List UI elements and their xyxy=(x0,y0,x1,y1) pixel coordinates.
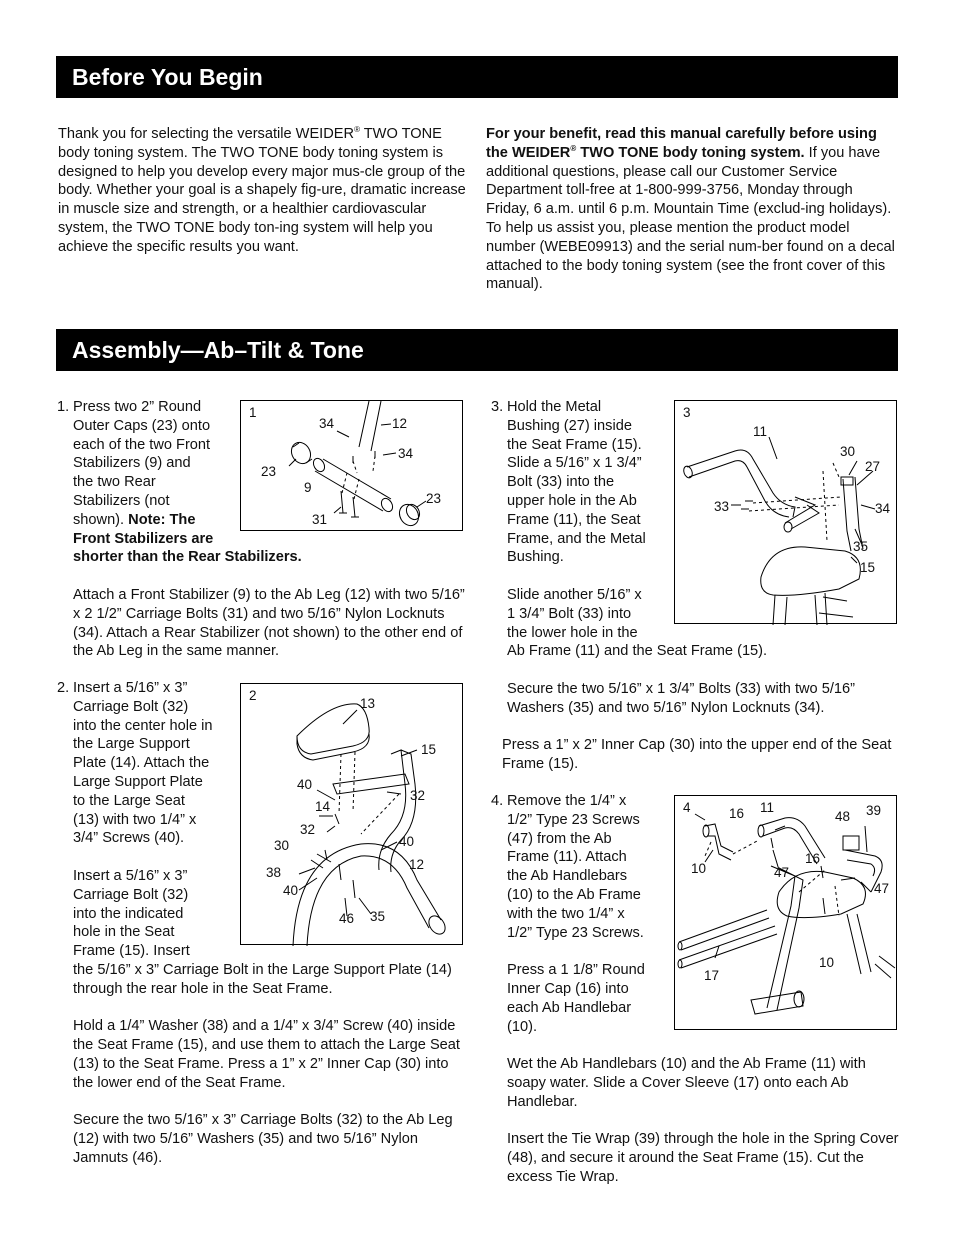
step-line: the lower hole in the xyxy=(507,624,638,641)
part-label: 23 xyxy=(426,491,442,506)
step-line: to the Large Seat xyxy=(73,792,185,809)
step-line: Carriage Bolt (32) xyxy=(73,886,189,903)
registered-mark: ® xyxy=(354,125,360,135)
step-line: the Seat Frame (15). xyxy=(507,436,642,453)
step-line: into the center hole in xyxy=(73,717,213,734)
step-line: Insert a 5/16” x 3” xyxy=(73,867,188,884)
step-line: Plate (14). Attach the xyxy=(73,755,210,772)
step-line: 1/2” Type 23 Screws xyxy=(507,811,640,828)
step-paragraph: Secure the two 5/16” x 1 3/4” Bolts (33) with two 5/16” Washers (35) and two 5/16” Nylon Locknuts (34). xyxy=(507,680,855,716)
step-line: Insert a 5/16” x 3” xyxy=(73,680,188,696)
step-number: 4. xyxy=(491,793,504,809)
intro-left-text-a: Thank you for selecting the versatile WEIDER xyxy=(58,126,355,142)
part-label: 34 xyxy=(875,501,891,516)
note-text: shorter than the Rear Stabilizers. xyxy=(73,549,302,566)
part-label: 16 xyxy=(729,806,745,821)
step-line: Frame (11), the Seat xyxy=(507,511,641,528)
step-line: 3/4” Screws (40). xyxy=(73,830,185,847)
step-line: Frame, and the Metal xyxy=(507,530,646,547)
part-label: 14 xyxy=(315,799,331,814)
figure-number: 4 xyxy=(683,800,691,815)
note-text: Note: The xyxy=(128,511,196,528)
step-paragraph: Insert the Tie Wrap (39) through the hole in the Spring Cover (48), and secure it around the Seat Frame (15). Cut the excess Tie Wrap. xyxy=(507,1131,899,1185)
step-number: 1. xyxy=(57,399,70,415)
part-label: 34 xyxy=(398,446,414,461)
part-label: 12 xyxy=(409,857,425,872)
step-line: Press two 2” Round xyxy=(73,399,202,415)
step-line: 1 3/4” Bolt (33) into xyxy=(507,605,632,622)
part-label: 40 xyxy=(297,777,313,792)
step-line: shown). xyxy=(73,511,129,528)
registered-mark: ® xyxy=(570,143,577,153)
step-paragraph: Wet the Ab Handlebars (10) and the Ab Frame (11) with soapy water. Slide a Cover Sleeve (17) onto each Ab Handlebar. xyxy=(507,1056,866,1110)
step-paragraph: the 5/16” x 3” Carriage Bolt in the Large Support Plate (14) through the rear hole in the Seat Frame. xyxy=(73,961,452,997)
section-header-before-you-begin: Before You Begin xyxy=(56,56,898,98)
part-label: 11 xyxy=(753,424,768,439)
part-label: 47 xyxy=(774,865,790,880)
part-label: 23 xyxy=(261,464,277,479)
step-line: Remove the 1/4” x xyxy=(507,793,627,809)
step-number: 2. xyxy=(57,680,70,696)
section-header-assembly: Assembly—Ab–Tilt & Tone xyxy=(56,329,898,371)
step-line: Bushing (27) inside xyxy=(507,417,632,434)
part-label: 16 xyxy=(805,851,821,866)
figure-1-stabilizer-diagram xyxy=(240,400,463,531)
step-line: each of the two Front xyxy=(73,436,211,453)
part-label: 17 xyxy=(704,968,720,983)
part-label: 39 xyxy=(866,803,882,818)
step-3-paragraph-inner-cap: Press a 1” x 2” Inner Cap (30) into the upper end of the Seat Frame (15). xyxy=(502,737,892,772)
part-label: 38 xyxy=(266,865,282,880)
step-line: with the two 1/4” x xyxy=(507,905,625,922)
step-paragraph: Hold a 1/4” Washer (38) and a 1/4” x 3/4” Screw (40) inside the Seat Frame (15), and use them to attach the Large Seat (13) to the Seat Frame. Press a 1” x 2” Inner Cap (30) into the lower end of the Seat Frame. xyxy=(73,1018,460,1091)
intro-right-paragraph xyxy=(486,125,896,294)
part-label: 35 xyxy=(853,539,869,554)
step-line: (10) to the Ab Frame xyxy=(507,886,641,903)
figure-number: 2 xyxy=(249,688,257,703)
step-line: Ab Frame (11) and the Seat Frame (15). xyxy=(507,643,768,660)
part-label: 40 xyxy=(399,834,415,849)
step-line: Frame (11). Attach xyxy=(507,849,627,866)
figure-3-ab-frame-diagram xyxy=(674,400,897,624)
step-line: Large Support Plate xyxy=(73,773,203,790)
step-line: Frame (15). Insert xyxy=(73,943,190,960)
part-label: 48 xyxy=(835,809,851,824)
part-label: 15 xyxy=(860,560,876,575)
step-paragraph: Secure the two 5/16” x 3” Carriage Bolts (32) to the Ab Leg (12) with two 5/16” Washers (35) and two 5/16” Nylon Jamnuts (46). xyxy=(73,1112,453,1166)
part-label: 10 xyxy=(819,955,835,970)
note-text: Front Stabilizers are xyxy=(73,530,214,547)
figure-4-drawing xyxy=(675,796,898,1031)
intro-right-bold-b: TWO TONE body toning system. xyxy=(576,144,805,161)
part-label: 32 xyxy=(300,822,316,837)
step-line: into the indicated xyxy=(73,905,184,922)
intro-left-paragraph xyxy=(58,125,468,257)
part-label: 12 xyxy=(392,416,408,431)
part-label: 33 xyxy=(714,499,730,514)
step-line: Slide another 5/16” x xyxy=(507,586,642,603)
figure-2-seat-diagram xyxy=(240,683,463,945)
part-label: 10 xyxy=(691,861,707,876)
intro-left-text-b: TWO TONE body toning system. The TWO TONE body toning system is designed to help you develop every major mus-cle group of the body. Whether your goal is a shapely fig-ure, dramatic increase in muscle size and strength, or a healthier cardiovascular system, the TWO TONE body ton-ing system will help you achieve the specific results you want. xyxy=(58,126,466,255)
part-label: 9 xyxy=(304,480,312,495)
step-line: Inner Cap (16) into xyxy=(507,980,629,997)
step-line: the two Rear xyxy=(73,474,156,491)
intro-right-text: If you have additional questions, please call our Customer Service Department toll-free at 1-800-999-3756, Monday through Friday, 6 a.m. until 6 p.m. Mountain Time (exclud-ing holidays). To help us assist you, please mention the product model number (WEBE09913) and the serial num-ber found on a decal attached to the body toning system (see the front cover of this manual). xyxy=(486,144,895,293)
part-label: 30 xyxy=(840,444,856,459)
intro-right-bold-a: For your benefit, read this manual carefully before using the WEIDER xyxy=(486,126,877,161)
step-line: the Ab Handlebars xyxy=(507,868,628,885)
step-line: (47) from the Ab xyxy=(507,830,612,847)
step-line: Press a 1 1/8” Round xyxy=(507,962,645,979)
step-line: hole in the Seat xyxy=(73,924,175,941)
part-label: 15 xyxy=(421,742,437,757)
step-number: 3. xyxy=(491,399,504,415)
figure-number: 3 xyxy=(683,405,691,420)
part-label: 27 xyxy=(865,459,881,474)
part-label: 34 xyxy=(319,416,335,431)
step-line: each Ab Handlebar xyxy=(507,999,632,1016)
step-line: Stabilizers (not xyxy=(73,492,170,509)
step-line: the Large Support xyxy=(73,736,190,753)
step-line: (13) with two 1/4” x xyxy=(73,811,197,828)
step-line: Hold the Metal xyxy=(507,399,602,415)
part-label: 30 xyxy=(274,838,290,853)
step-line: upper hole in the Ab xyxy=(507,492,637,509)
part-label: 47 xyxy=(874,881,890,896)
step-line: Slide a 5/16” x 1 3/4” xyxy=(507,455,642,472)
step-line: Carriage Bolt (32) xyxy=(73,698,189,715)
figure-2-drawing xyxy=(241,684,464,946)
part-label: 31 xyxy=(312,512,328,527)
step-line: Stabilizers (9) and xyxy=(73,455,191,472)
step-line: Bolt (33) into the xyxy=(507,474,615,491)
step-paragraph: Attach a Front Stabilizer (9) to the Ab Leg (12) with two 5/16” x 2 1/2” Carriage Bolts (31) and two 5/16” Nylon Locknuts (34). Attach a Rear Stabilizer (not shown) to the other end of the Ab Leg in the same manner. xyxy=(73,586,465,660)
figure-4-handlebar-diagram xyxy=(674,795,897,1030)
part-label: 32 xyxy=(410,788,426,803)
figure-3-drawing xyxy=(675,401,898,625)
step-line: (10). xyxy=(507,1018,538,1035)
step-line: Bushing. xyxy=(507,549,564,566)
part-label: 35 xyxy=(370,909,386,924)
step-line: Outer Caps (23) onto xyxy=(73,417,211,434)
part-label: 40 xyxy=(283,883,299,898)
part-label: 13 xyxy=(360,696,376,711)
step-line: 1/2” Type 23 Screws. xyxy=(507,924,644,941)
part-label: 46 xyxy=(339,911,355,926)
figure-number: 1 xyxy=(249,405,257,420)
part-label: 11 xyxy=(760,800,775,815)
